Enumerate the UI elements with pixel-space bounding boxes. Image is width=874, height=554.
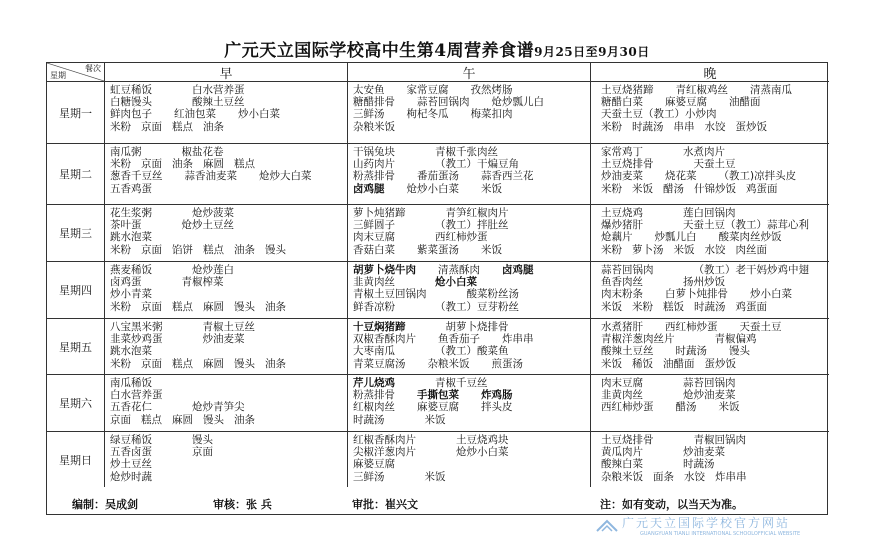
menu-item: 双椒香酥肉片 bbox=[353, 333, 416, 346]
menu-item: 馒头 bbox=[265, 243, 286, 256]
menu-item: 青椒土豆丝 bbox=[202, 320, 255, 333]
menu-item: 炸鸡肠 bbox=[481, 389, 513, 402]
menu-item: 酸菜粉丝汤 bbox=[466, 288, 519, 301]
day-label: 星期五 bbox=[47, 319, 105, 375]
menu-item: 炝炒莲白 bbox=[192, 263, 234, 276]
menu-item: 时蔬汤 bbox=[632, 120, 664, 133]
menu-item: 卤鸡腿 bbox=[353, 182, 385, 195]
menu-item: 油醋面 bbox=[729, 96, 761, 109]
breakfast-cell bbox=[105, 262, 348, 319]
menu-item: 糖醋白菜 bbox=[601, 96, 643, 109]
menu-item: 京面 bbox=[110, 413, 131, 426]
menu-table bbox=[46, 62, 828, 515]
menu-line bbox=[353, 300, 590, 312]
menu-item: 炸串串 bbox=[715, 470, 747, 483]
menu-line bbox=[353, 120, 590, 132]
menu-item: 什锦炒饭 bbox=[694, 182, 736, 195]
menu-line bbox=[353, 182, 590, 194]
menu-item: 土豆烧鸡块 bbox=[456, 433, 509, 446]
title-main: 广元天立国际学校高中生第4周营养食谱 bbox=[224, 41, 535, 61]
menu-item: 莲白回锅肉 bbox=[683, 206, 736, 219]
menu-item: 炝炒大白菜 bbox=[259, 170, 312, 183]
day-label: 星期三 bbox=[47, 205, 105, 262]
menu-item: 红油包菜 bbox=[174, 108, 216, 121]
menu-item: 土豆烧排骨 bbox=[601, 158, 654, 171]
menu-item: 蒜香西兰花 bbox=[481, 170, 534, 183]
menu-item: 爆炒猪肝 bbox=[601, 219, 643, 232]
menu-item: 肉末豆腐 bbox=[353, 231, 395, 244]
menu-item: 糕点 bbox=[203, 243, 224, 256]
menu-line bbox=[353, 458, 590, 470]
menu-line bbox=[353, 470, 590, 482]
menu-item: 油条 bbox=[172, 158, 193, 171]
menu-item: 三鲜圆子 bbox=[353, 219, 395, 232]
menu-item: 鲜香凉粉 bbox=[353, 300, 395, 313]
menu-item: 油条 bbox=[265, 357, 286, 370]
menu-item: 炝炒小白菜 bbox=[456, 446, 509, 459]
menu-item: 天蚕土豆 bbox=[693, 158, 736, 171]
menu-item: 卤鸡腿 bbox=[502, 263, 534, 276]
footer-reviewer: 审核：张 兵 bbox=[213, 498, 272, 511]
menu-line bbox=[601, 300, 829, 312]
menu-item: 白萝卜炖排骨 bbox=[665, 288, 728, 301]
lunch-cell bbox=[348, 205, 591, 262]
menu-item: 米粉 bbox=[601, 243, 622, 256]
lunch-cell bbox=[348, 82, 591, 144]
menu-item: 天蚕土豆（教工）小炒肉 bbox=[601, 108, 717, 121]
menu-item: 大枣南瓜 bbox=[353, 345, 395, 358]
menu-item: 醋汤 bbox=[675, 401, 697, 414]
menu-item: 水饺 bbox=[684, 470, 705, 483]
lunch-cell bbox=[348, 144, 591, 205]
menu-item: 鱼香肉丝 bbox=[601, 276, 643, 289]
breakfast-cell bbox=[105, 319, 348, 375]
menu-item: 糕点 bbox=[172, 357, 193, 370]
dinner-cell bbox=[591, 144, 829, 205]
corner-day-label: 星期 bbox=[50, 71, 66, 80]
menu-item: 麻圆 bbox=[203, 158, 224, 171]
menu-item: 稀饭 bbox=[632, 357, 653, 370]
menu-item: 茶叶蛋 bbox=[110, 219, 142, 232]
menu-item: 糕点 bbox=[172, 120, 193, 133]
menu-item: 麻圆 bbox=[203, 357, 224, 370]
menu-item: 米饭 bbox=[424, 413, 446, 426]
menu-item: 馒头 bbox=[729, 345, 750, 358]
menu-item: 韭菜炒鸡蛋 bbox=[110, 333, 163, 346]
menu-item: 米饭 bbox=[601, 357, 622, 370]
menu-line bbox=[601, 120, 829, 132]
menu-item: 炝藕片 bbox=[601, 231, 633, 244]
breakfast-cell bbox=[105, 375, 348, 432]
menu-item: 米粉 bbox=[110, 243, 131, 256]
menu-item: 肉末豆腐 bbox=[601, 376, 643, 389]
menu-item: 炝炒瓢儿白 bbox=[491, 96, 544, 109]
menu-item: 五香卤蛋 bbox=[110, 446, 152, 459]
menu-item: 三鲜汤 bbox=[353, 108, 385, 121]
menu-item: 面条 bbox=[653, 470, 674, 483]
menu-item: 紫菜蛋汤 bbox=[417, 243, 459, 256]
menu-line bbox=[601, 243, 829, 255]
menu-item: 土豆烧排骨 bbox=[601, 433, 654, 446]
menu-item: 蒜香油麦菜 bbox=[184, 170, 237, 183]
menu-item: 馒头 bbox=[234, 300, 255, 313]
breakfast-cell bbox=[105, 144, 348, 205]
menu-line bbox=[601, 182, 829, 194]
menu-item: （教工）拌肚丝 bbox=[435, 219, 509, 232]
dinner-cell bbox=[591, 262, 829, 319]
menu-item: 青笋红椒肉片 bbox=[445, 206, 509, 219]
menu-item: 炒瓢儿白 bbox=[654, 231, 697, 244]
menu-item: 花生浆粥 bbox=[110, 206, 152, 219]
menu-line bbox=[110, 413, 347, 425]
menu-item: 酸菜肉丝炒饭 bbox=[718, 231, 782, 244]
menu-item: 糕点 bbox=[172, 300, 193, 313]
menu-item: 天蚕土豆（教工）蒜茸心利 bbox=[683, 219, 809, 232]
menu-item: 京面 bbox=[141, 158, 162, 171]
menu-item: 五香鸡蛋 bbox=[110, 182, 152, 195]
menu-line bbox=[110, 357, 347, 369]
menu-item: 蒜苔回锅肉 bbox=[683, 376, 736, 389]
menu-item: 红椒香酥肉片 bbox=[353, 433, 416, 446]
menu-item: 西红柿炒蛋 bbox=[601, 401, 654, 414]
menu-item: 尖椒洋葱肉片 bbox=[353, 446, 416, 459]
menu-item: 鲜肉包子 bbox=[110, 108, 152, 121]
menu-line bbox=[110, 263, 347, 275]
menu-item: 烧花菜 bbox=[665, 170, 697, 183]
menu-item: 萝卜汤 bbox=[632, 243, 664, 256]
menu-item: 山药肉片 bbox=[353, 158, 395, 171]
menu-item: 蛋炒饭 bbox=[704, 357, 736, 370]
menu-item: 绿豆稀饭 bbox=[110, 433, 152, 446]
menu-item: （教工)凉拌头皮 bbox=[718, 170, 797, 183]
menu-item: 油条 bbox=[265, 300, 286, 313]
day-label: 星期六 bbox=[47, 375, 105, 432]
menu-item: 杂粮米饭 bbox=[601, 470, 643, 483]
menu-item: 米粉 bbox=[601, 182, 622, 195]
dinner-cell bbox=[591, 375, 829, 432]
menu-item: 粉蒸排骨 bbox=[353, 170, 395, 183]
menu-item: 京面 bbox=[141, 357, 162, 370]
menu-item: 西红柿炒蛋 bbox=[435, 231, 488, 244]
watermark-text: 广元天立国际学校官方网站 bbox=[622, 516, 791, 530]
menu-item: 炒油麦菜 bbox=[202, 333, 245, 346]
header-breakfast: 早 bbox=[105, 63, 348, 82]
menu-item: 白糖馒头 bbox=[110, 96, 152, 109]
menu-item: 油条 bbox=[234, 243, 255, 256]
menu-item: （教工）老干妈炒鸡中翅 bbox=[693, 263, 809, 276]
menu-item: 水煮猪肝 bbox=[601, 320, 643, 333]
menu-item: 馅饼 bbox=[172, 243, 193, 256]
dinner-cell bbox=[591, 432, 829, 487]
menu-item: 韭黄肉丝 bbox=[601, 389, 643, 402]
menu-item: 油醋面 bbox=[663, 357, 695, 370]
menu-item: 鸡蛋面 bbox=[746, 182, 778, 195]
menu-line bbox=[110, 470, 347, 482]
menu-item: 南瓜粥 bbox=[110, 145, 142, 158]
menu-item: 麻圆 bbox=[203, 300, 224, 313]
footer-note: 注：如有变动，以当天为准。 bbox=[600, 498, 743, 511]
menu-line bbox=[353, 170, 590, 182]
menu-item: 韭黄肉丝 bbox=[353, 276, 395, 289]
menu-item: 炒油麦菜 bbox=[683, 446, 725, 459]
menu-item: 油条 bbox=[203, 120, 224, 133]
menu-item: 蛋炒饭 bbox=[735, 120, 767, 133]
breakfast-cell bbox=[105, 205, 348, 262]
day-label: 星期二 bbox=[47, 144, 105, 205]
lunch-cell bbox=[348, 375, 591, 432]
menu-item: （教工）豆芽粉丝 bbox=[435, 300, 519, 313]
menu-line bbox=[601, 470, 829, 482]
menu-item: 青椒土豆回锅肉 bbox=[353, 288, 427, 301]
menu-item: 油条 bbox=[234, 413, 255, 426]
menu-item: 肉末粉条 bbox=[601, 288, 643, 301]
menu-item: 鱼香茄子 bbox=[438, 333, 480, 346]
menu-item: 西红柿炒蛋 bbox=[665, 320, 718, 333]
menu-item: 麻圆 bbox=[172, 413, 193, 426]
menu-item: 时蔬汤 bbox=[683, 458, 715, 471]
menu-line bbox=[110, 120, 347, 132]
menu-item: 八宝黑米粥 bbox=[110, 320, 163, 333]
menu-item: 杂粮米饭 bbox=[353, 120, 395, 133]
lunch-cell bbox=[348, 262, 591, 319]
menu-item: 土豆烧猪蹄 bbox=[601, 83, 654, 96]
menu-item: 家常豆腐 bbox=[406, 83, 449, 96]
watermark-subtext: GUANGYUAN TIANLI INTERNATIONAL SCHOOLOFFICIAL WEBSITE bbox=[640, 531, 801, 537]
menu-item: 青椒千张肉丝 bbox=[435, 145, 498, 158]
menu-item: 青椒千豆丝 bbox=[435, 376, 488, 389]
menu-item: 干锅兔块 bbox=[353, 145, 395, 158]
menu-item: 五香花仁 bbox=[110, 401, 152, 414]
page-title bbox=[0, 36, 874, 61]
footer-author: 编制：吴成剑 bbox=[72, 498, 138, 511]
menu-item: 串串 bbox=[673, 120, 695, 133]
menu-item: 青椒榨菜 bbox=[181, 276, 224, 289]
menu-item: 炒小白菜 bbox=[750, 288, 792, 301]
menu-line bbox=[353, 357, 590, 369]
menu-item: 白水营养蛋 bbox=[110, 389, 163, 402]
menu-item: 清蒸南瓜 bbox=[750, 83, 792, 96]
menu-item: 京面 bbox=[141, 243, 162, 256]
menu-item: 天蚕土豆 bbox=[739, 320, 782, 333]
menu-item: 清蒸酥肉 bbox=[438, 263, 480, 276]
menu-item: 醋汤 bbox=[663, 182, 684, 195]
menu-item: 麻婆豆腐 bbox=[665, 96, 707, 109]
menu-item: 炒小青菜 bbox=[110, 288, 152, 301]
menu-item: 青红椒鸡丝 bbox=[675, 83, 728, 96]
menu-item: 萝卜炖猪蹄 bbox=[353, 206, 406, 219]
day-label: 星期一 bbox=[47, 82, 105, 144]
menu-item: 家常鸡丁 bbox=[601, 145, 643, 158]
menu-item: 青椒洋葱肉丝片 bbox=[601, 333, 675, 346]
menu-item: 米粉 bbox=[110, 120, 131, 133]
menu-item: 手撕包菜 bbox=[417, 389, 459, 402]
menu-item: 水饺 bbox=[704, 120, 726, 133]
menu-item: 煎蛋汤 bbox=[491, 357, 523, 370]
menu-item: 京面 bbox=[141, 300, 162, 313]
menu-item: 米饭 bbox=[673, 243, 695, 256]
menu-item: 糕点 bbox=[141, 413, 162, 426]
menu-item: 时蔬汤 bbox=[353, 413, 385, 426]
menu-line bbox=[110, 300, 347, 312]
menu-item: 炒小白菜 bbox=[238, 108, 280, 121]
menu-item: （教工）酸菜鱼 bbox=[435, 345, 509, 358]
menu-item: 红椒肉丝 bbox=[353, 401, 395, 414]
menu-item: 拌头皮 bbox=[481, 401, 513, 414]
menu-item: 水饺 bbox=[704, 243, 726, 256]
day-label: 星期四 bbox=[47, 262, 105, 319]
menu-item: 米粉 bbox=[601, 120, 622, 133]
menu-item: 水煮肉片 bbox=[683, 145, 725, 158]
menu-item: 杂粮米饭 bbox=[427, 357, 470, 370]
dinner-cell bbox=[591, 319, 829, 375]
menu-item: 麻婆豆腐 bbox=[417, 401, 459, 414]
menu-item: 胡萝卜烧牛肉 bbox=[353, 263, 416, 276]
menu-item: 米饭 bbox=[424, 470, 446, 483]
menu-item: 跳水泡菜 bbox=[110, 345, 152, 358]
menu-item: 跳水泡菜 bbox=[110, 231, 152, 244]
menu-item: 米粉 bbox=[110, 158, 131, 171]
menu-line bbox=[110, 182, 347, 194]
menu-line bbox=[110, 243, 347, 255]
lunch-cell bbox=[348, 319, 591, 375]
breakfast-cell bbox=[105, 82, 348, 144]
menu-item: 葱香千豆丝 bbox=[110, 170, 163, 183]
menu-item: 京面 bbox=[141, 120, 162, 133]
menu-item: 香菇白菜 bbox=[353, 243, 395, 256]
menu-item: 馒头 bbox=[203, 413, 224, 426]
header-dinner: 晚 bbox=[591, 63, 829, 82]
menu-item: 炝炒土豆丝 bbox=[181, 219, 234, 232]
title-dates: 9月25日至9月30日 bbox=[534, 45, 650, 59]
menu-item: 炝炒油麦菜 bbox=[683, 389, 736, 402]
menu-item: 孜然烤肠 bbox=[470, 83, 513, 96]
menu-item: 青椒回锅肉 bbox=[693, 433, 746, 446]
menu-item: 虹豆稀饭 bbox=[110, 83, 152, 96]
menu-item: 炒土豆丝 bbox=[110, 458, 152, 471]
footer-approver: 审批：崔兴文 bbox=[352, 498, 418, 511]
menu-item: 白水营养蛋 bbox=[192, 83, 245, 96]
menu-item: 麻婆豆腐 bbox=[353, 458, 395, 471]
school-logo-icon bbox=[596, 519, 618, 533]
menu-item: 鸡蛋面 bbox=[735, 300, 767, 313]
menu-item: 京面 bbox=[192, 446, 213, 459]
menu-item: 时蔬汤 bbox=[675, 345, 707, 358]
menu-line bbox=[601, 413, 829, 425]
menu-item: 椒盐花卷 bbox=[181, 145, 224, 158]
menu-item: 太安鱼 bbox=[353, 83, 385, 96]
menu-item: 卤鸡蛋 bbox=[110, 276, 142, 289]
menu-item: 燕麦稀饭 bbox=[110, 263, 152, 276]
corner-header bbox=[47, 63, 105, 82]
menu-item: 三鲜汤 bbox=[353, 470, 385, 483]
menu-item: 梅菜扣肉 bbox=[470, 108, 513, 121]
menu-item: 肉丝面 bbox=[735, 243, 767, 256]
menu-item: 蒜苔回锅肉 bbox=[417, 96, 470, 109]
menu-item: 糕饭 bbox=[663, 300, 684, 313]
menu-item: 枸杞冬瓜 bbox=[406, 108, 449, 121]
menu-item: 米饭 bbox=[718, 401, 740, 414]
menu-line bbox=[353, 413, 590, 425]
menu-item: 炝炒时蔬 bbox=[110, 470, 152, 483]
menu-item: 炒油麦菜 bbox=[601, 170, 643, 183]
menu-item: 时蔬汤 bbox=[694, 300, 726, 313]
menu-line bbox=[353, 243, 590, 255]
menu-item: 糕点 bbox=[234, 158, 255, 171]
menu-item: 番茄蛋汤 bbox=[417, 170, 459, 183]
menu-item: 土豆烧鸡 bbox=[601, 206, 643, 219]
menu-item: 米饭 bbox=[601, 300, 622, 313]
header-lunch: 午 bbox=[348, 63, 591, 82]
dinner-cell bbox=[591, 205, 829, 262]
dinner-cell bbox=[591, 82, 829, 144]
menu-item: 米粉 bbox=[110, 357, 131, 370]
corner-meal-label: 餐次 bbox=[85, 64, 101, 73]
menu-item: 芹儿烧鸡 bbox=[353, 376, 395, 389]
menu-line bbox=[353, 401, 590, 413]
menu-item: 蒜苔回锅肉 bbox=[601, 263, 654, 276]
menu-item: 青椒偏鸡 bbox=[714, 333, 757, 346]
menu-item: 酸辣白菜 bbox=[601, 458, 643, 471]
menu-line bbox=[601, 218, 829, 230]
menu-item: 青菜豆腐汤 bbox=[353, 357, 406, 370]
menu-item: 炸串串 bbox=[502, 333, 534, 346]
menu-item: 酸辣土豆丝 bbox=[192, 96, 245, 109]
menu-item: 炝炒青笋尖 bbox=[192, 401, 245, 414]
menu-line bbox=[601, 357, 829, 369]
day-label: 星期日 bbox=[47, 432, 105, 487]
menu-item: 米饭 bbox=[481, 243, 502, 256]
menu-item: 酸辣土豆丝 bbox=[601, 345, 654, 358]
menu-item: 炝炒菠菜 bbox=[192, 206, 234, 219]
menu-item: 粉蒸排骨 bbox=[353, 389, 395, 402]
menu-item: 黄瓜肉片 bbox=[601, 446, 643, 459]
menu-item: 米饭 bbox=[632, 182, 653, 195]
menu-item: 米粉 bbox=[110, 300, 131, 313]
breakfast-cell bbox=[105, 432, 348, 487]
menu-item: 馒头 bbox=[192, 433, 213, 446]
menu-item: 糖醋排骨 bbox=[353, 96, 395, 109]
menu-item: 胡萝卜烧排骨 bbox=[445, 320, 509, 333]
menu-item: 十豆焖猪蹄 bbox=[353, 320, 406, 333]
menu-item: 米粉 bbox=[632, 300, 653, 313]
menu-item: 馒头 bbox=[234, 357, 255, 370]
menu-item: 米饭 bbox=[481, 182, 502, 195]
menu-item: 炝炒小白菜 bbox=[406, 182, 459, 195]
menu-item: （教工）干煸豆角 bbox=[435, 158, 519, 171]
menu-item: 炝小白菜 bbox=[435, 276, 477, 289]
menu-line bbox=[601, 401, 829, 413]
menu-item: 扬州炒饭 bbox=[683, 276, 725, 289]
menu-item: 南瓜稀饭 bbox=[110, 376, 152, 389]
lunch-cell bbox=[348, 432, 591, 487]
